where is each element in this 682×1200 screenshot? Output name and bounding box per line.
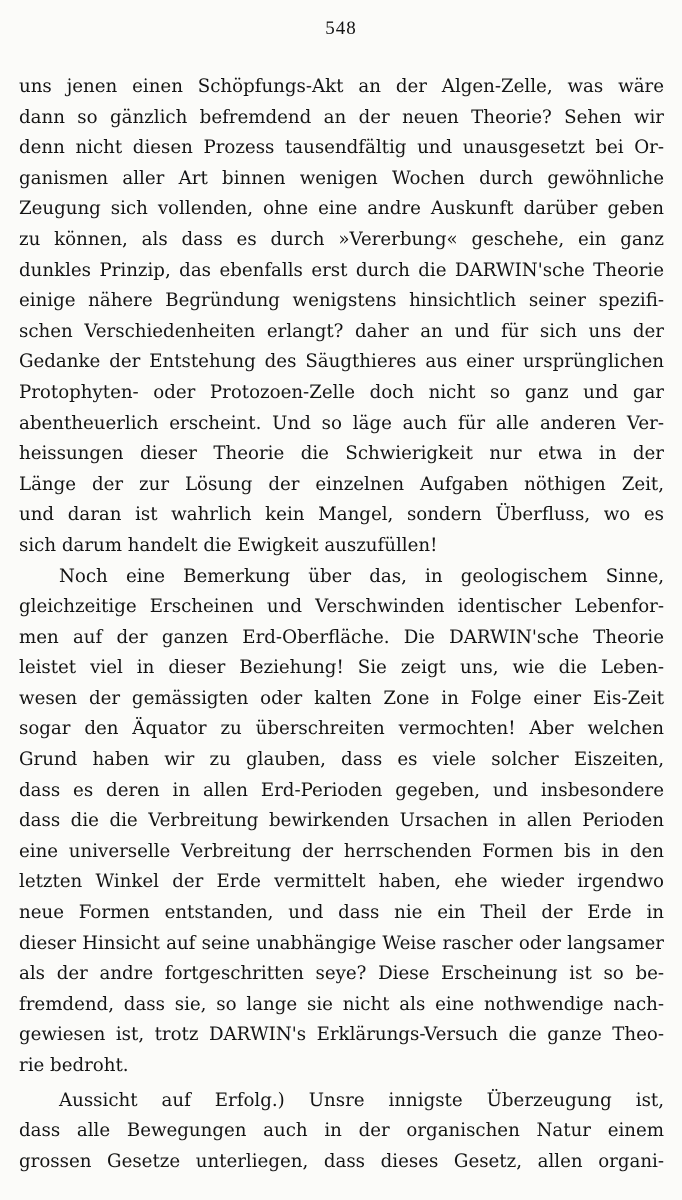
text-line: eine universelle Verbreitung der herrschenden Formen bis in den <box>19 840 664 862</box>
text-line: heissungen dieser Theorie die Schwierigkeit nur etwa in der <box>19 443 664 465</box>
text-line: gleichzeitige Erscheinen und Verschwinden identischer Lebenfor- <box>19 596 664 618</box>
text-line: Zeugung sich vollenden, ohne eine andre Auskunft darüber geben <box>19 198 664 220</box>
text-line: sogar den Äquator zu überschreiten vermochten! Aber welchen <box>19 718 664 740</box>
text-line: Gedanke der Entstehung des Säugthieres aus einer ursprünglichen <box>19 351 664 373</box>
page-number: 548 <box>325 18 357 39</box>
text-line: dann so gänzlich befremdend an der neuen Theorie? Sehen wir <box>19 106 664 128</box>
text-line: wesen der gemässigten oder kalten Zone in Folge einer Eis-Zeit <box>19 687 664 709</box>
body-text <box>19 72 664 1177</box>
text-line: fremdend, dass sie, so lange sie nicht als eine nothwendige nach- <box>19 993 664 1015</box>
text-line: ganismen aller Art binnen wenigen Wochen durch gewöhnliche <box>19 167 664 189</box>
text-line: dunkles Prinzip, das ebenfalls erst durch die DARWIN'sche Theorie <box>19 259 664 281</box>
text-line: Aussicht auf Erfolg.) Unsre innigste Überzeugung ist, <box>59 1089 664 1111</box>
text-line: zu können, als dass es durch »Vererbung« geschehe, ein ganz <box>19 228 664 250</box>
text-line: dass alle Bewegungen auch in der organischen Natur einem <box>19 1120 664 1142</box>
text-line: und daran ist wahrlich kein Mangel, sondern Überfluss, wo es <box>19 504 664 526</box>
text-line: grossen Gesetze unterliegen, dass dieses Gesetz, allen organi- <box>19 1150 664 1172</box>
text-line: gewiesen ist, trotz DARWIN's Erklärungs-Versuch die ganze Theo- <box>19 1024 664 1046</box>
text-line: abentheuerlich erscheint. Und so läge auch für alle anderen Ver- <box>19 412 664 434</box>
text-line: Protophyten- oder Protozoen-Zelle doch nicht so ganz und gar <box>19 381 664 403</box>
text-line: denn nicht diesen Prozess tausendfältig und unausgesetzt bei Or- <box>19 137 664 159</box>
text-line: einige nähere Begründung wenigstens hinsichtlich seiner spezifi- <box>19 290 664 312</box>
text-line: Grund haben wir zu glauben, dass es viele solcher Eiszeiten, <box>19 749 664 771</box>
text-line: sich darum handelt die Ewigkeit auszufüllen! <box>19 534 438 556</box>
text-line: neue Formen entstanden, und dass nie ein Theil der Erde in <box>19 902 664 924</box>
text-line: letzten Winkel der Erde vermittelt haben, ehe wieder irgendwo <box>19 871 664 893</box>
text-line: men auf der ganzen Erd-Oberfläche. Die DARWIN'sche Theorie <box>19 626 664 648</box>
text-line: Noch eine Bemerkung über das, in geologischem Sinne, <box>59 565 664 587</box>
text-line: dass es deren in allen Erd-Perioden gegeben, und insbesondere <box>19 779 664 801</box>
text-line: Länge der zur Lösung der einzelnen Aufgaben nöthigen Zeit, <box>19 473 664 495</box>
text-line: rie bedroht. <box>19 1055 129 1076</box>
text-line: schen Verschiedenheiten erlangt? daher an und für sich uns der <box>19 320 664 342</box>
text-line: dass die die Verbreitung bewirkenden Ursachen in allen Perioden <box>19 810 664 832</box>
text-line: dieser Hinsicht auf seine unabhängige Weise rascher oder langsamer <box>19 932 664 954</box>
text-line: uns jenen einen Schöpfungs-Akt an der Algen-Zelle, was wäre <box>19 76 664 97</box>
text-line: als der andre fortgeschritten seye? Diese Erscheinung ist so be- <box>19 963 664 985</box>
text-line: leistet viel in dieser Beziehung! Sie zeigt uns, wie die Leben- <box>19 657 664 679</box>
